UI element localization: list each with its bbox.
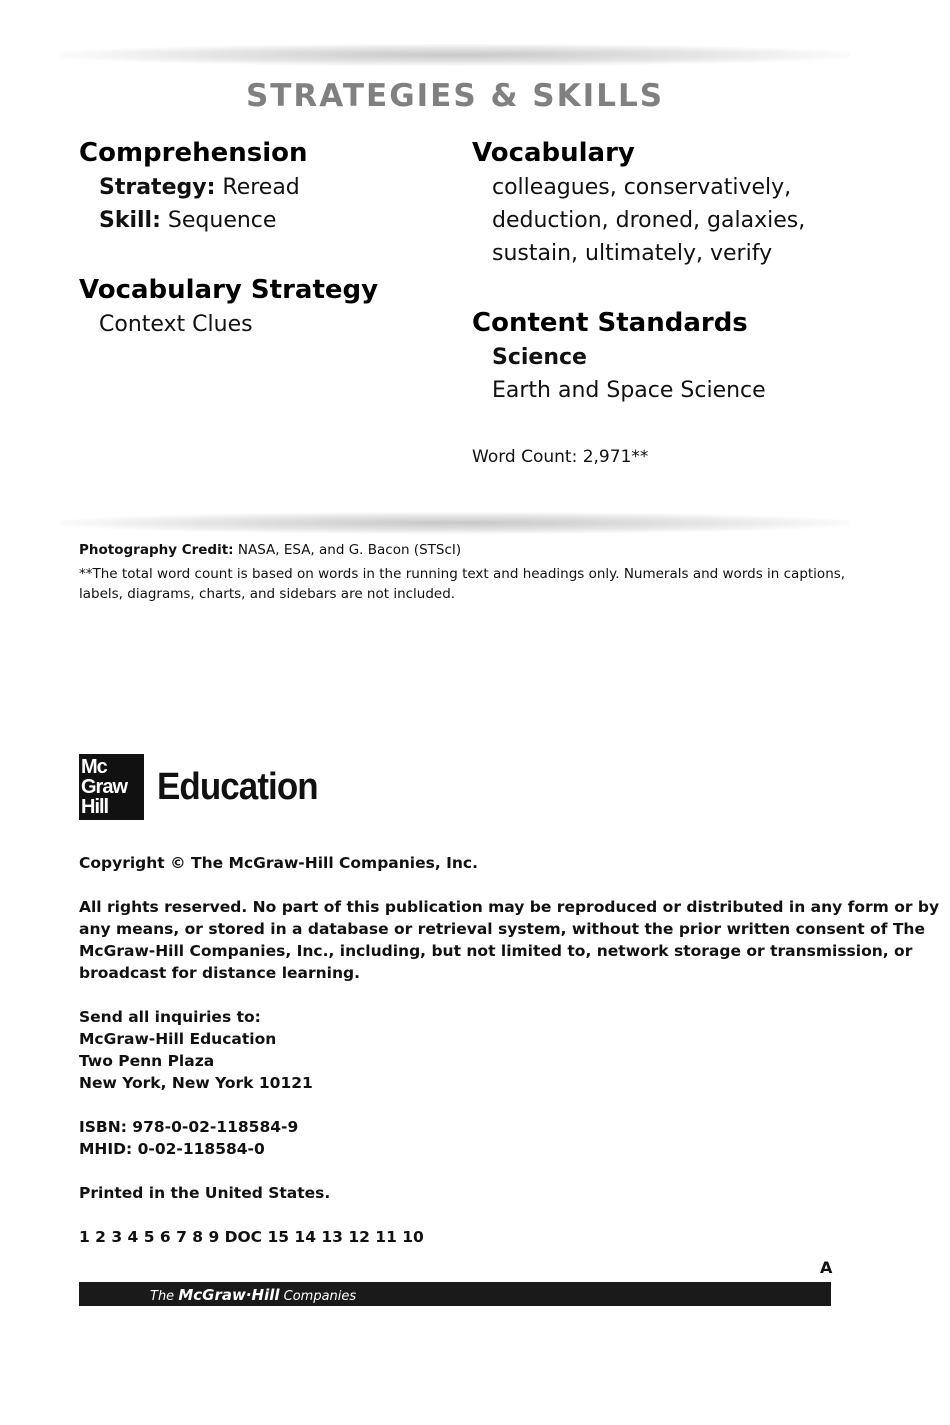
inquiries-block xyxy=(79,1006,313,1094)
photo-credit-value: NASA, ESA, and G. Bacon (STScI) xyxy=(237,542,462,558)
vocabulary-words-line: deduction, droned, galaxies, xyxy=(492,208,806,233)
mhid: MHID: 0-02-118584-0 xyxy=(79,1140,265,1158)
vocabulary-strategy-heading: Vocabulary Strategy xyxy=(79,275,379,305)
word-count-note: labels, diagrams, charts, and sidebars are not included. xyxy=(79,586,456,602)
printed-in: Printed in the United States. xyxy=(79,1184,331,1202)
footer-brand-name: McGraw·Hill xyxy=(178,1286,280,1304)
footer-prefix: The xyxy=(150,1289,179,1304)
mcgraw-hill-logo xyxy=(79,754,144,820)
copyright-line: Copyright © The McGraw-Hill Companies, Inc. xyxy=(79,854,479,872)
content-subject: Science xyxy=(492,345,587,370)
strategy-line xyxy=(99,175,300,200)
strategy-value: Reread xyxy=(222,175,300,200)
vocabulary-words-line: colleagues, conservatively, xyxy=(492,175,792,200)
footer-suffix: Companies xyxy=(279,1289,357,1304)
inquiries-line: New York, New York 10121 xyxy=(79,1074,313,1092)
page-mark: A xyxy=(820,1258,833,1277)
skill-label: Skill: xyxy=(99,208,161,233)
rights-line: any means, or stored in a database or retrieval system, without the prior written consent of The xyxy=(79,920,925,938)
page-title: STRATEGIES & SKILLS xyxy=(245,78,665,114)
logo-wordmark: Education xyxy=(157,766,318,808)
logo-line: Graw xyxy=(81,776,128,798)
footer-bar xyxy=(79,1282,831,1306)
top-shadow-divider xyxy=(60,44,850,66)
inquiries-line: Send all inquiries to: xyxy=(79,1008,261,1026)
bottom-shadow-mask xyxy=(40,495,870,513)
vocabulary-heading: Vocabulary xyxy=(472,138,635,168)
vocabulary-strategy-value: Context Clues xyxy=(99,312,253,337)
word-count-note: **The total word count is based on words in the running text and headings only. Numerals and words in captions, xyxy=(79,566,846,582)
strategy-label: Strategy: xyxy=(99,175,216,200)
bottom-shadow-divider xyxy=(60,512,850,534)
content-topic: Earth and Space Science xyxy=(492,378,766,403)
inquiries-line: McGraw-Hill Education xyxy=(79,1030,277,1048)
footer-brand xyxy=(150,1286,356,1304)
inquiries-line: Two Penn Plaza xyxy=(79,1052,215,1070)
vocabulary-words-line: sustain, ultimately, verify xyxy=(492,241,773,266)
print-line: 1 2 3 4 5 6 7 8 9 DOC 15 14 13 12 11 10 xyxy=(79,1228,424,1246)
rights-line: All rights reserved. No part of this publication may be reproduced or distributed in any form or by xyxy=(79,898,940,916)
rights-paragraph xyxy=(79,896,939,984)
photo-credit-label: Photography Credit: xyxy=(79,542,234,558)
word-count: Word Count: 2,971** xyxy=(472,447,649,467)
skill-line xyxy=(99,208,276,233)
logo-line: Hill xyxy=(81,796,109,818)
isbn: ISBN: 978-0-02-118584-9 xyxy=(79,1118,299,1136)
skill-value: Sequence xyxy=(167,208,277,233)
comprehension-heading: Comprehension xyxy=(79,138,308,168)
rights-line: McGraw-Hill Companies, Inc., including, but not limited to, network storage or transmission, or xyxy=(79,942,913,960)
identifiers-block xyxy=(79,1116,298,1160)
logo-line: Mc xyxy=(81,756,107,778)
rights-line: broadcast for distance learning. xyxy=(79,964,360,982)
content-standards-heading: Content Standards xyxy=(472,308,748,338)
photo-credit xyxy=(79,542,461,558)
